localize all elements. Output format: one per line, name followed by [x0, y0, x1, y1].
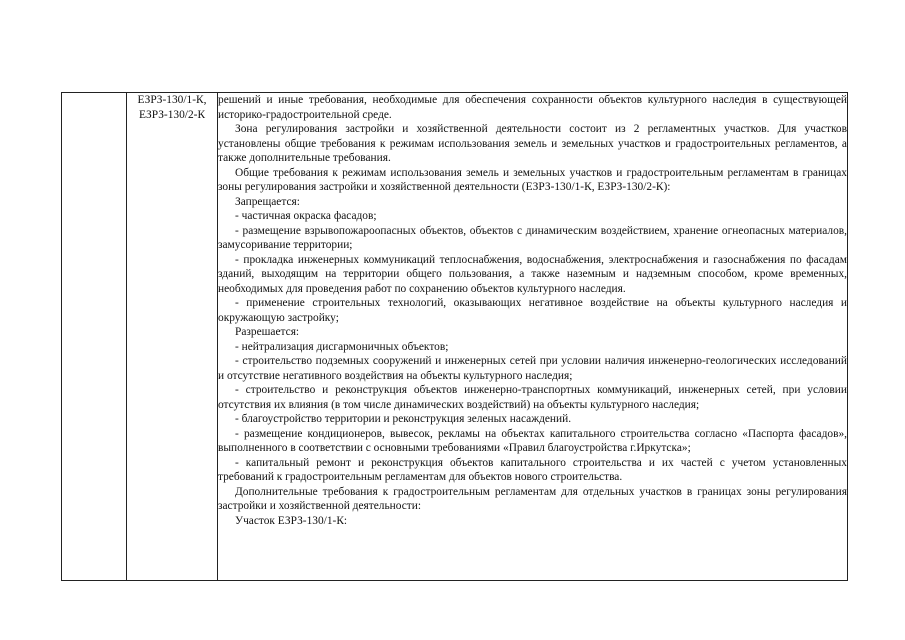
- zone-code-cell: [127, 93, 218, 581]
- paragraph-general-requirements: Общие требования к режимам использования земель и земельных участков и градостроительным регламентам в границах зоны регулирования застройки и хозяйственной деятельности (ЕЗРЗ-130/1-К, ЕЗРЗ-130/2-К):: [218, 166, 847, 193]
- paragraph-zone-structure: Зона регулирования застройки и хозяйственной деятельности состоит из 2 регламентных участков. Для участков установлены общие требования к режимам использования земель и земельных участков и градостроительных регламентов, а также дополнительные требования.: [218, 123, 847, 164]
- list-item: - строительство подземных сооружений и инженерных сетей при условии наличия инженерно-геологических исследований и отсутствие негативного воздействия на объекты культурного наследия;: [218, 355, 847, 382]
- paragraph-continuation: решений и иные требования, необходимые для обеспечения сохранности объектов культурного наследия в существующей историко-градостроительной среде.: [218, 94, 847, 121]
- regulation-table: [61, 92, 848, 581]
- list-item: - размещение кондиционеров, вывесок, рекламы на объектах капитального строительства согласно «Паспорта фасадов», выполненного в соответствии с основными требованиями «Правил благоустройства г.Иркутска»;: [218, 427, 847, 454]
- list-item: - прокладка инженерных коммуникаций теплоснабжения, водоснабжения, электроснабжения и газоснабжения по фасадам зданий, выходящим на территории общего пользования, а также наземным и надземным способом, кроме временных, необходимых для проведения работ по сохранению объектов культурного наследия.: [218, 253, 847, 295]
- section-heading-plot: Участок ЕЗРЗ-130/1-К:: [235, 514, 348, 527]
- allowed-heading: Разрешается:: [235, 326, 300, 338]
- list-item: - благоустройство территории и реконструкция зеленых насаждений.: [235, 413, 572, 425]
- list-item: - размещение взрывопожароопасных объектов, объектов с динамическим воздействием, хранение огнеопасных материалов, замусоривание территории;: [218, 224, 847, 251]
- zone-code-2: ЕЗРЗ-130/2-К: [138, 108, 206, 121]
- list-item: - применение строительных технологий, оказывающих негативное воздействие на объекты культурного наследия и окружающую застройку;: [218, 297, 847, 324]
- prohibited-heading: Запрещается:: [235, 195, 300, 208]
- list-item: - частичная окраска фасадов;: [235, 210, 377, 222]
- list-item: - строительство и реконструкция объектов инженерно-транспортных коммуникаций, инженерных сетей, при условии отсутствия их влияния (в том числе динамических воздействий) на объекты культурного наследия;: [218, 384, 847, 411]
- table-row: [62, 93, 848, 581]
- list-item: - капитальный ремонт и реконструкция объектов капитального строительства и их частей с учетом установленных требований к градостроительным регламентам для объектов нового строительства.: [218, 456, 847, 483]
- paragraph-additional-requirements: Дополнительные требования к градостроительным регламентам для отдельных участков в границах зоны регулирования застройки и хозяйственной деятельности:: [218, 485, 847, 512]
- zone-code-1: ЕЗРЗ-130/1-К,: [137, 94, 207, 106]
- list-item: - нейтрализация дисгармоничных объектов;: [235, 340, 449, 353]
- requirements-cell: [218, 93, 848, 581]
- number-cell: [62, 93, 127, 581]
